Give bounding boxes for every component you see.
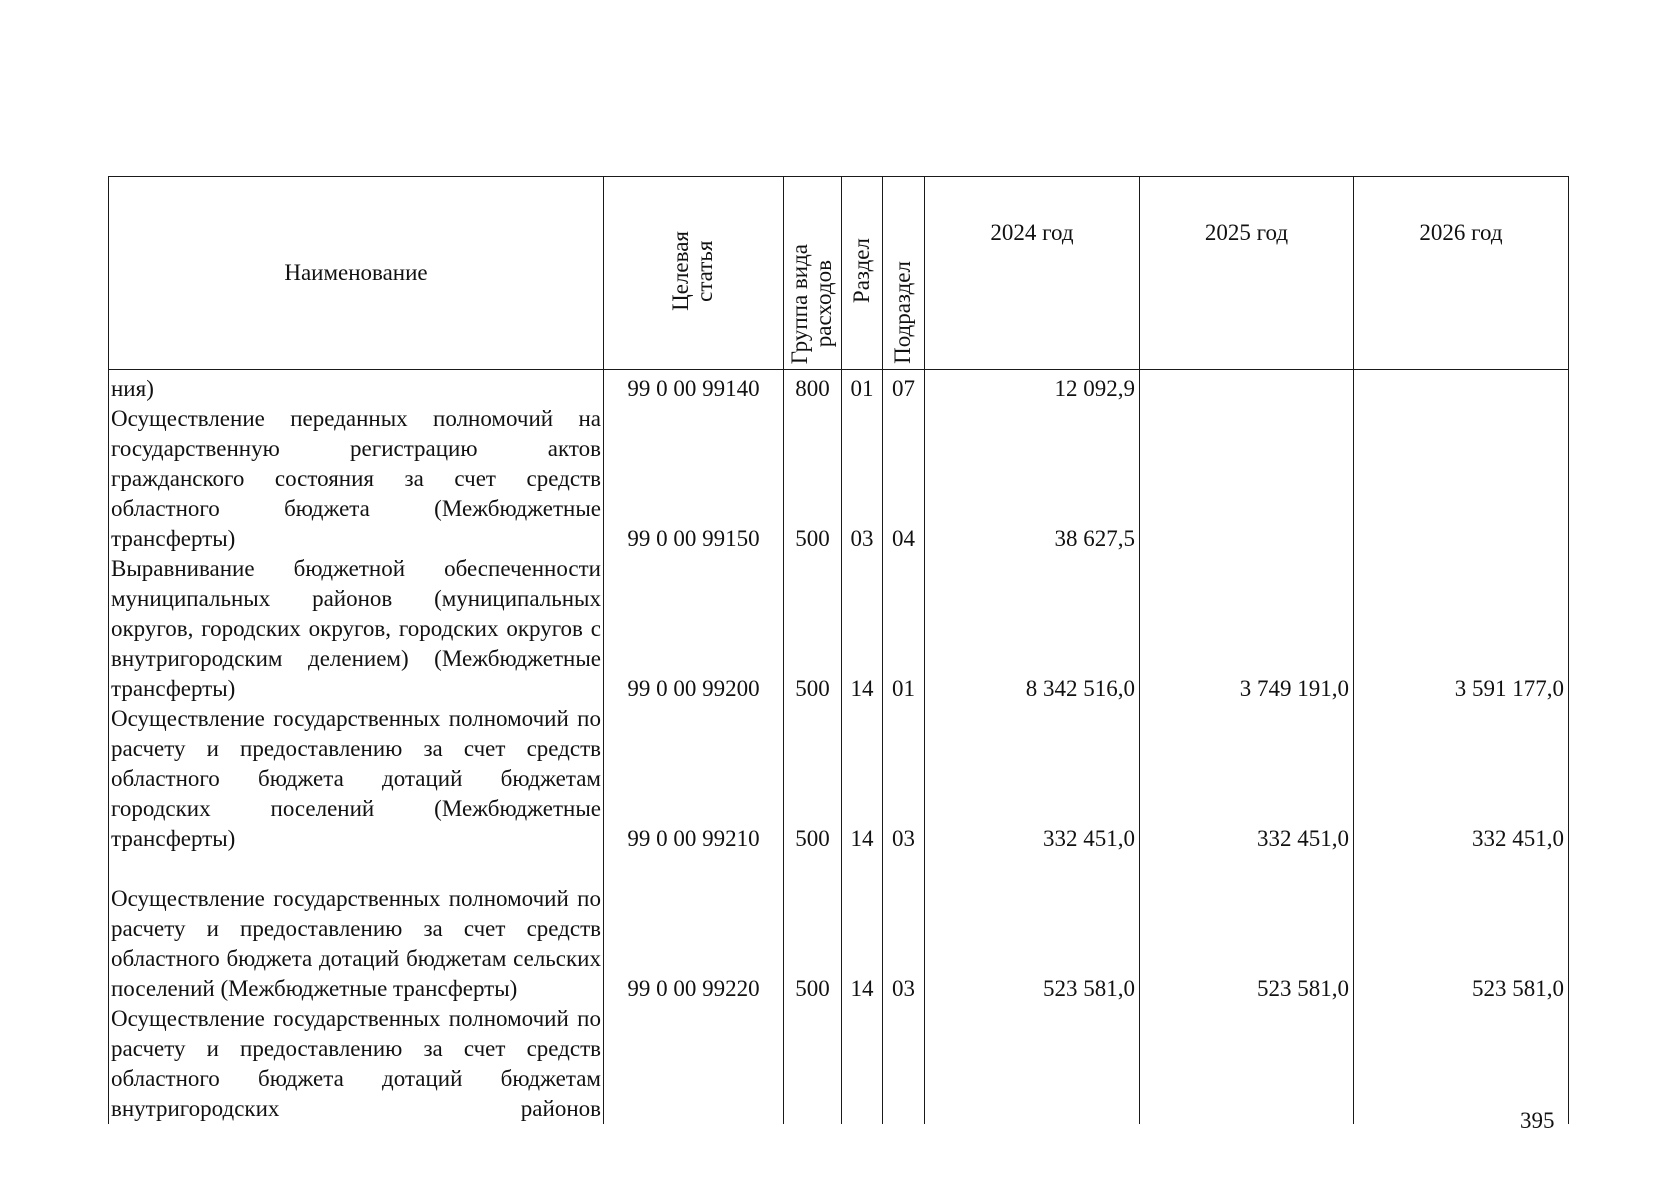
row-amount-2025	[1140, 370, 1354, 404]
row-subsection: 01	[883, 554, 925, 704]
row-section: 14	[842, 854, 883, 1004]
table-row	[109, 554, 1569, 704]
row-target-article: 99 0 00 99140	[604, 370, 784, 404]
header-name-label: Наименование	[284, 259, 428, 285]
table-header-row	[109, 177, 1569, 370]
row-expense-group: 500	[784, 704, 842, 854]
header-name	[109, 177, 604, 370]
table-row	[109, 404, 1569, 554]
row-name: Осуществление государственных полномочий по расчету и предоставлению за счет средств областного бюджета дотаций бюджетам сельских поселений (Межбюджетные трансферты)	[109, 854, 604, 1004]
row-name: ния)	[109, 370, 604, 404]
row-name: Осуществление государственных полномочий по расчету и предоставлению за счет средств областного бюджета дотаций бюджетам внутригородских районов	[109, 1004, 604, 1124]
row-section	[842, 1004, 883, 1124]
table-row	[109, 704, 1569, 854]
header-2024	[925, 177, 1140, 370]
row-subsection	[883, 1004, 925, 1124]
row-target-article: 99 0 00 99210	[604, 704, 784, 854]
header-subsection	[883, 177, 925, 370]
header-subsection-label: Подраздел	[890, 260, 916, 364]
row-amount-2024	[925, 1004, 1140, 1124]
row-amount-2026: 3 591 177,0	[1354, 554, 1569, 704]
row-section: 14	[842, 554, 883, 704]
row-section: 14	[842, 704, 883, 854]
row-target-article: 99 0 00 99150	[604, 404, 784, 554]
table-row	[109, 370, 1569, 404]
table-row	[109, 854, 1569, 1004]
header-2025	[1140, 177, 1354, 370]
row-expense-group	[784, 1004, 842, 1124]
row-amount-2024: 332 451,0	[925, 704, 1140, 854]
header-2026-label: 2026 год	[1419, 220, 1503, 245]
row-amount-2026	[1354, 404, 1569, 554]
header-expense-group	[784, 177, 842, 370]
row-subsection: 03	[883, 704, 925, 854]
row-name: Выравнивание бюджетной обеспеченности муниципальных районов (муниципальных округов, городских округов, городских округов с внутригородским делением) (Межбюджетные трансферты)	[109, 554, 604, 704]
row-section: 01	[842, 370, 883, 404]
table-row	[109, 1004, 1569, 1124]
header-target-label: Целевая статья	[668, 230, 718, 311]
header-section-label: Раздел	[848, 237, 874, 303]
header-2026	[1354, 177, 1569, 370]
row-amount-2026	[1354, 1004, 1569, 1124]
row-expense-group: 800	[784, 370, 842, 404]
header-group-label: Группа вида расходов	[787, 243, 837, 364]
row-amount-2025: 332 451,0	[1140, 704, 1354, 854]
row-expense-group: 500	[784, 404, 842, 554]
header-section	[842, 177, 883, 370]
row-subsection: 03	[883, 854, 925, 1004]
row-amount-2026: 523 581,0	[1354, 854, 1569, 1004]
row-amount-2025	[1140, 404, 1354, 554]
header-2025-label: 2025 год	[1204, 220, 1289, 245]
row-subsection: 07	[883, 370, 925, 404]
row-amount-2026	[1354, 370, 1569, 404]
row-amount-2025: 3 749 191,0	[1140, 554, 1354, 704]
row-subsection: 04	[883, 404, 925, 554]
page-number: 395	[1520, 1108, 1555, 1133]
row-expense-group: 500	[784, 554, 842, 704]
row-target-article	[604, 1004, 784, 1124]
header-2024-label: 2024 год	[990, 220, 1074, 245]
row-name: Осуществление государственных полномочий по расчету и предоставлению за счет средств областного бюджета дотаций бюджетам городских поселений (Межбюджетные трансферты)	[109, 704, 604, 854]
row-amount-2024: 523 581,0	[925, 854, 1140, 1004]
row-amount-2024: 38 627,5	[925, 404, 1140, 554]
row-amount-2025: 523 581,0	[1140, 854, 1354, 1004]
header-target-article	[604, 177, 784, 370]
row-expense-group: 500	[784, 854, 842, 1004]
row-amount-2024: 8 342 516,0	[925, 554, 1140, 704]
row-name: Осуществление переданных полномочий на государственную регистрацию актов гражданского состояния за счет средств областного бюджета (Межбюджетные трансферты)	[109, 404, 604, 554]
row-amount-2024: 12 092,9	[925, 370, 1140, 404]
row-amount-2025	[1140, 1004, 1354, 1124]
row-amount-2026: 332 451,0	[1354, 704, 1569, 854]
budget-table	[108, 176, 1569, 1124]
row-target-article: 99 0 00 99220	[604, 854, 784, 1004]
row-section: 03	[842, 404, 883, 554]
row-target-article: 99 0 00 99200	[604, 554, 784, 704]
